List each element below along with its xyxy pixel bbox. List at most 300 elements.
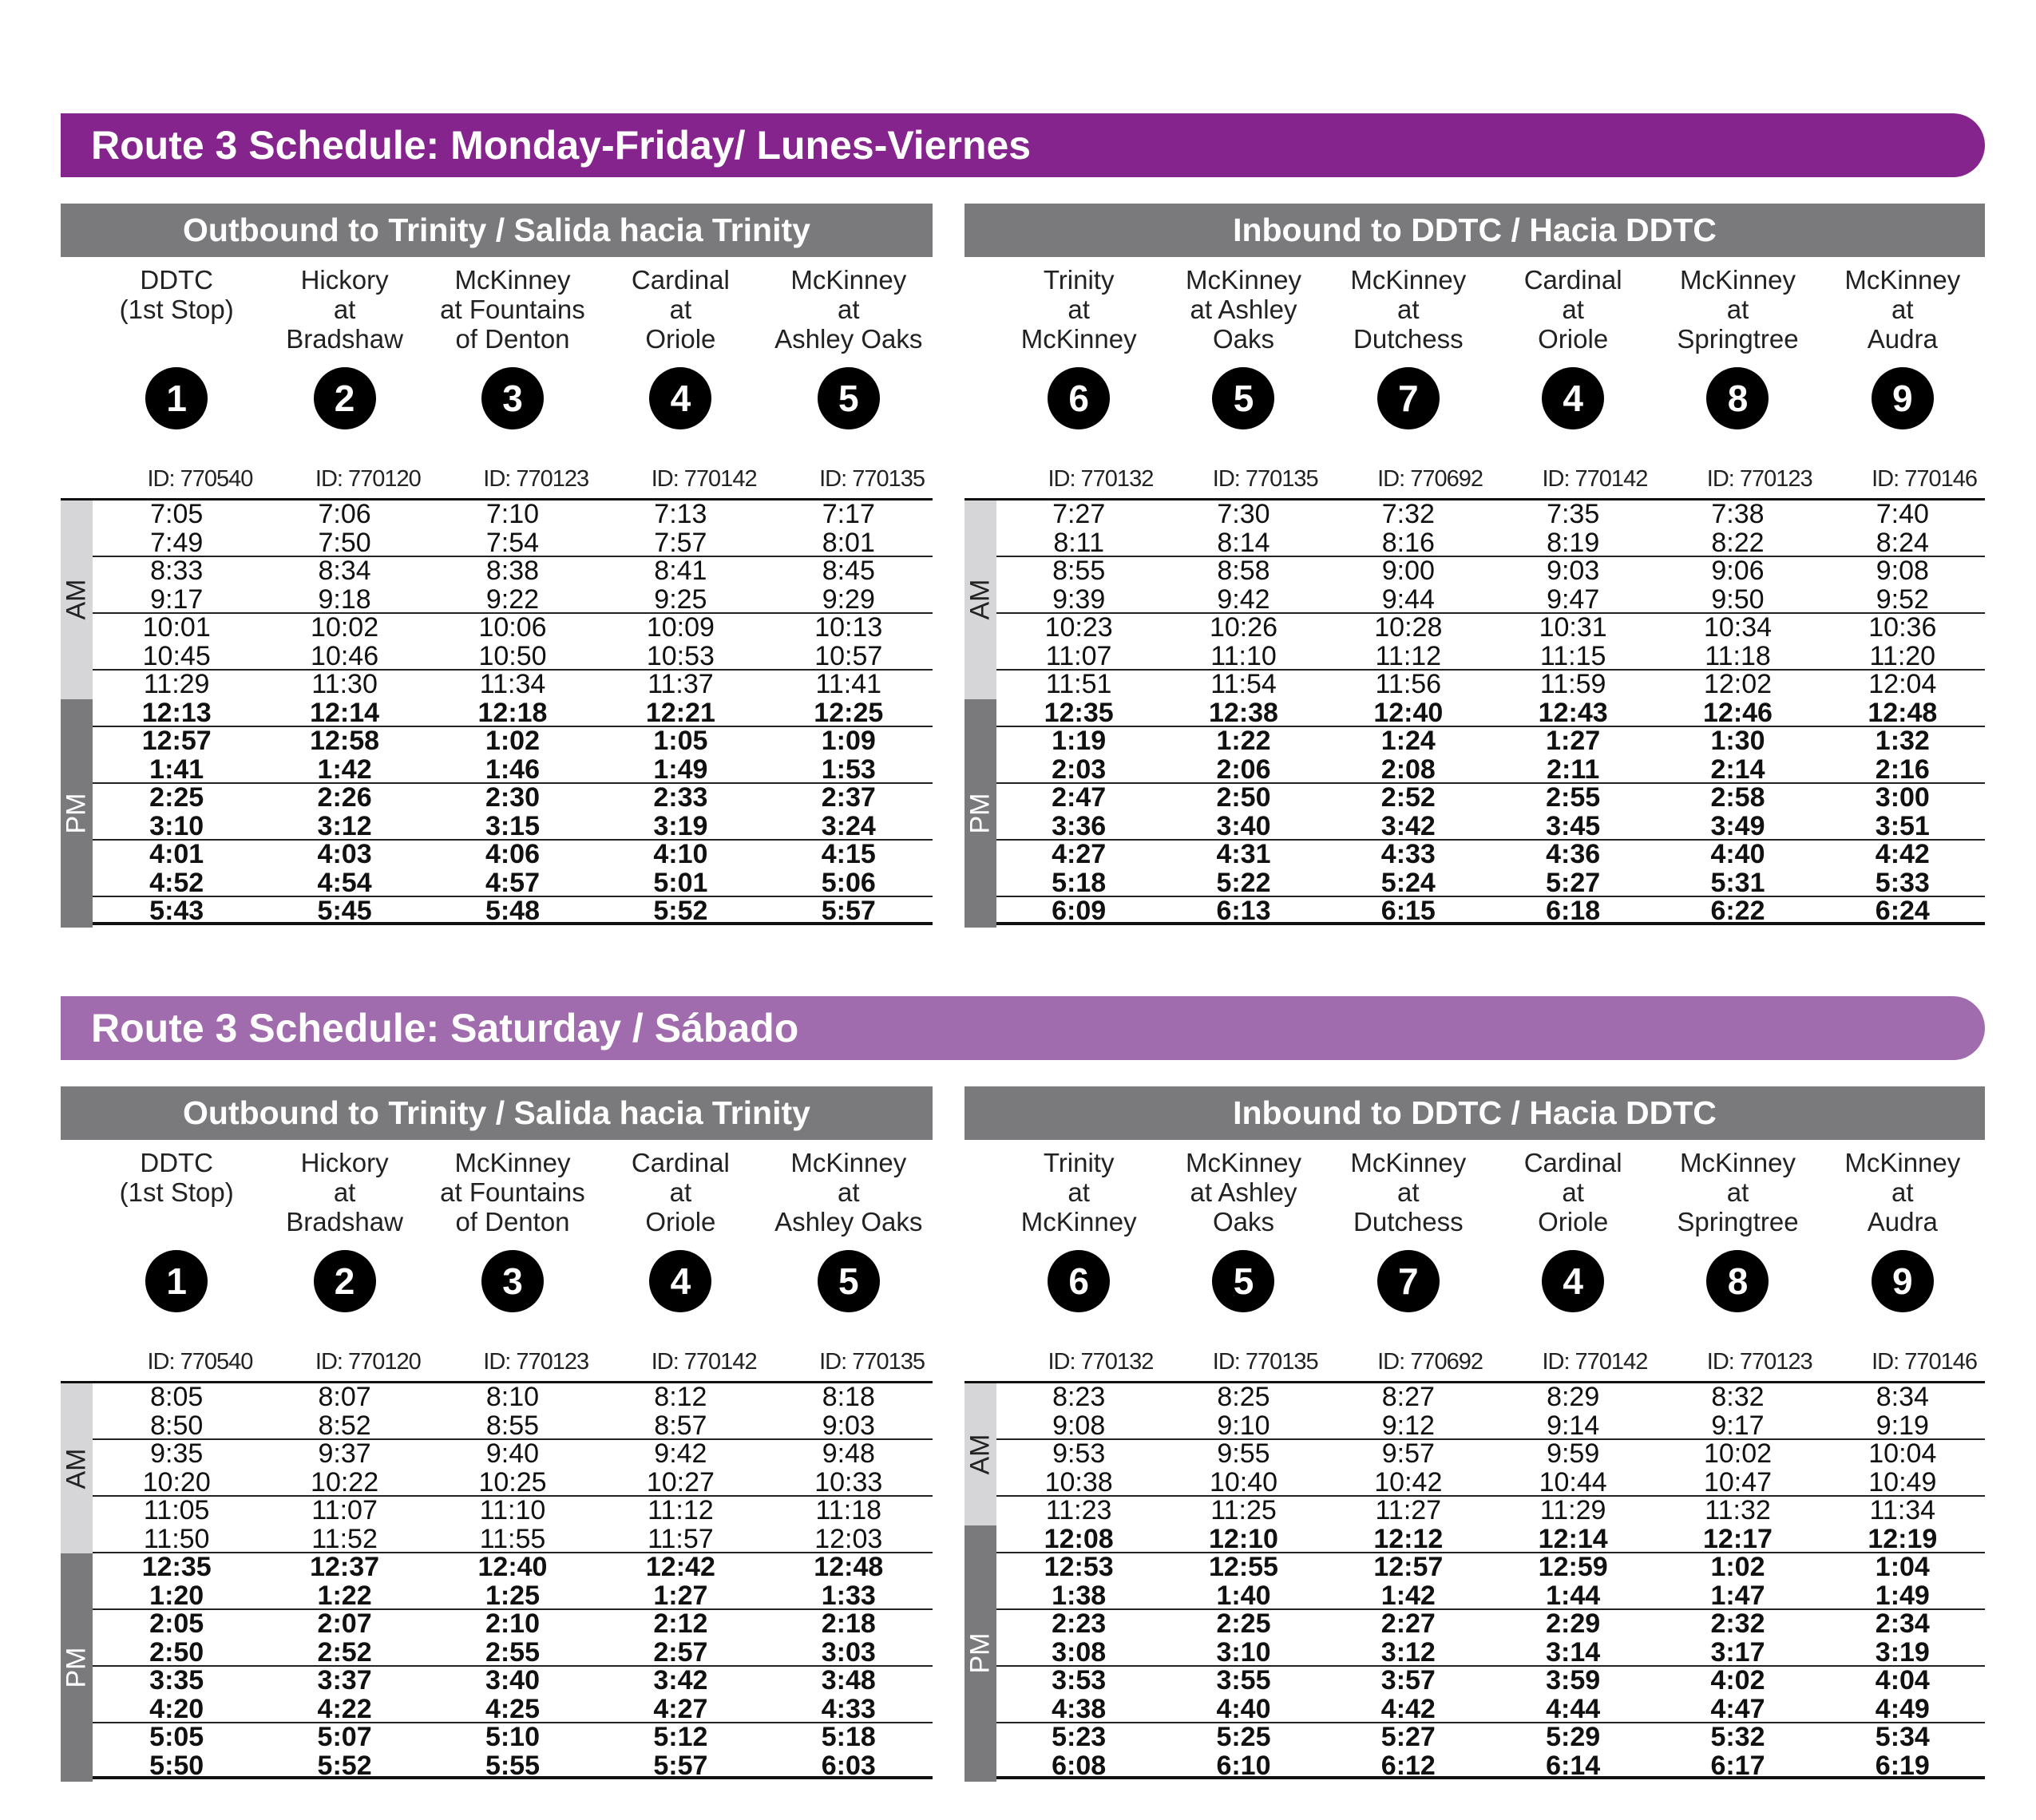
- departure-time: 4:15: [821, 839, 876, 869]
- departure-time: 11:27: [1375, 1495, 1442, 1525]
- inbound-header: Inbound to DDTC / Hacia DDTC: [965, 204, 1985, 257]
- schedule-row: [93, 1412, 933, 1441]
- stop-id: ID: 770142: [1542, 1349, 1648, 1375]
- departure-time: 9:29: [822, 584, 875, 615]
- departure-time: 4:44: [1546, 1693, 1601, 1724]
- departure-time: 9:18: [318, 584, 371, 615]
- departure-time: 11:10: [479, 1495, 546, 1525]
- stop-name: [93, 265, 260, 324]
- schedule-row: [996, 1440, 1985, 1469]
- departure-time: 3:19: [1875, 1636, 1930, 1668]
- stop-name-line: McKinney: [1844, 1148, 1961, 1177]
- departure-time: 10:04: [1868, 1438, 1937, 1469]
- departure-time: 8:58: [1217, 556, 1270, 586]
- am-label: AM: [965, 579, 996, 620]
- stop-header: [1820, 257, 1985, 498]
- departure-time: 8:55: [485, 1410, 540, 1441]
- departure-time: 4:57: [485, 867, 541, 898]
- departure-time: 12:48: [814, 1552, 884, 1582]
- departure-time: 9:53: [1052, 1438, 1106, 1469]
- schedule-row: [996, 1525, 1985, 1554]
- departure-time: 2:55: [1546, 782, 1601, 813]
- stop-id: ID: 770142: [1542, 466, 1648, 492]
- departure-time: 5:07: [317, 1722, 372, 1752]
- departure-time: 10:28: [1374, 612, 1443, 643]
- departure-time: 10:38: [1044, 1466, 1113, 1498]
- departure-time: 1:42: [317, 754, 372, 785]
- departure-time: 12:14: [310, 697, 380, 728]
- departure-time: 4:36: [1546, 839, 1601, 869]
- stop-name: [765, 265, 933, 354]
- departure-time: 3:10: [149, 810, 204, 841]
- stop-number-badge: 4: [649, 1250, 711, 1312]
- schedule-row: [996, 841, 1985, 869]
- stop-name-line: Ashley Oaks: [774, 1207, 923, 1236]
- departure-time: 6:18: [1546, 896, 1601, 926]
- departure-time: 10:34: [1703, 612, 1773, 643]
- stop-name-line: at: [1891, 295, 1914, 324]
- departure-time: 11:56: [1375, 669, 1442, 699]
- departure-time: 9:47: [1547, 584, 1600, 615]
- stop-name: [596, 1148, 764, 1236]
- departure-time: 11:18: [1705, 640, 1771, 671]
- departure-time: 3:12: [317, 810, 372, 841]
- stop-name-line: at Fountains: [440, 1177, 585, 1207]
- departure-time: 3:42: [1380, 810, 1436, 841]
- departure-time: 6:03: [821, 1750, 876, 1781]
- schedule-row: [93, 1636, 933, 1668]
- departure-time: 3:59: [1546, 1665, 1601, 1695]
- stop-header: [429, 257, 596, 498]
- schedule-row: [93, 1440, 933, 1469]
- departure-time: 3:00: [1875, 782, 1930, 813]
- departure-time: 12:58: [310, 726, 380, 756]
- departure-time: 10:02: [311, 612, 379, 643]
- saturday-outbound-table: [61, 1086, 933, 1779]
- schedule-row: [93, 756, 933, 785]
- departure-time: 2:34: [1875, 1608, 1930, 1639]
- departure-time: 4:33: [821, 1693, 876, 1724]
- departure-time: 5:18: [821, 1722, 876, 1752]
- schedule-row: [996, 1553, 1985, 1582]
- schedule-body: [965, 1381, 1985, 1779]
- stop-id: ID: 770123: [483, 1349, 589, 1375]
- departure-time: 6:14: [1546, 1750, 1601, 1781]
- departure-time: 2:52: [317, 1636, 372, 1668]
- departure-time: 8:11: [1053, 527, 1104, 558]
- stop-number-badge: 9: [1872, 1250, 1934, 1312]
- outbound-header: Outbound to Trinity / Salida hacia Trinity: [61, 204, 933, 257]
- stop-name-line: at: [1726, 1177, 1749, 1207]
- departure-time: 3:08: [1052, 1636, 1107, 1668]
- pm-label: PM: [965, 1632, 996, 1674]
- departure-time: 11:15: [1539, 640, 1606, 671]
- departure-time: 10:25: [478, 1466, 547, 1498]
- stop-name-line: McKinney: [1680, 265, 1796, 295]
- departure-time: 2:03: [1052, 754, 1107, 785]
- departure-time: 10:33: [814, 1466, 883, 1498]
- departure-time: 7:35: [1547, 499, 1600, 529]
- stop-name-line: at: [333, 1177, 356, 1207]
- stop-name-line: McKinney: [1020, 1207, 1137, 1236]
- departure-time: 3:49: [1710, 810, 1765, 841]
- departure-time: 4:27: [653, 1693, 708, 1724]
- departure-time: 4:40: [1710, 839, 1765, 869]
- departure-time: 2:33: [653, 782, 708, 813]
- stop-number-badge: 5: [1212, 367, 1274, 429]
- departure-time: 8:10: [485, 1382, 540, 1412]
- departure-time: 4:20: [149, 1693, 204, 1724]
- stop-name: [429, 1148, 596, 1236]
- departure-time: 1:42: [1380, 1580, 1436, 1611]
- departure-time: 4:04: [1875, 1665, 1930, 1695]
- departure-time: 12:08: [1044, 1523, 1114, 1554]
- departure-time: 2:25: [149, 782, 204, 813]
- schedule-row: [996, 1383, 1985, 1412]
- departure-time: 2:11: [1547, 754, 1600, 785]
- departure-time: 9:39: [1052, 584, 1106, 615]
- departure-time: 11:18: [815, 1495, 882, 1525]
- departure-time: 9:12: [1381, 1410, 1435, 1441]
- schedule-row: [93, 1667, 933, 1695]
- stop-name: [1491, 1148, 1655, 1236]
- stop-name-line: Audra: [1867, 1207, 1938, 1236]
- departure-time: 12:14: [1538, 1523, 1608, 1554]
- stop-name-line: at Ashley: [1190, 295, 1297, 324]
- stop-id: ID: 770142: [651, 466, 757, 492]
- stop-number-badge: 4: [1542, 367, 1604, 429]
- departure-time: 4:27: [1052, 839, 1107, 869]
- departure-time: 8:34: [1876, 1382, 1929, 1412]
- stop-name-line: McKinney: [454, 265, 571, 295]
- departure-time: 1:53: [821, 754, 876, 785]
- departure-time: 11:07: [1045, 640, 1112, 671]
- departure-time: 12:46: [1703, 697, 1773, 728]
- departure-time: 11:52: [311, 1523, 378, 1554]
- departure-time: 11:55: [479, 1523, 546, 1554]
- departure-time: 11:12: [648, 1495, 714, 1525]
- departure-time: 6:13: [1216, 896, 1271, 926]
- departure-time: 1:02: [485, 726, 541, 756]
- departure-time: 8:57: [654, 1410, 707, 1441]
- am-label: AM: [61, 1448, 92, 1489]
- departure-time: 9:14: [1547, 1410, 1600, 1441]
- departure-time: 11:32: [1705, 1495, 1771, 1525]
- departure-time: 12:55: [1209, 1552, 1278, 1582]
- stop-id: ID: 770123: [1706, 466, 1812, 492]
- departure-time: 2:58: [1710, 782, 1765, 813]
- departure-time: 6:22: [1710, 896, 1765, 926]
- stop-header: [260, 1140, 428, 1381]
- departure-time: 3:24: [821, 810, 876, 841]
- departure-time: 4:40: [1216, 1693, 1271, 1724]
- schedule-row: [93, 1383, 933, 1412]
- stop-header: [596, 1140, 764, 1381]
- stop-name: [1326, 265, 1491, 354]
- departure-time: 5:52: [653, 896, 708, 926]
- departure-time: 2:55: [485, 1636, 541, 1668]
- departure-time: 2:30: [485, 782, 541, 813]
- departure-time: 3:03: [821, 1636, 876, 1668]
- departure-time: 3:55: [1216, 1665, 1271, 1695]
- departure-time: 9:42: [1217, 584, 1270, 615]
- stop-number-badge: 2: [314, 367, 376, 429]
- departure-time: 8:55: [1052, 556, 1106, 586]
- schedule-row: [996, 727, 1985, 756]
- departure-time: 8:07: [318, 1382, 371, 1412]
- stop-name: [1820, 265, 1985, 354]
- departure-time: 8:22: [1711, 527, 1765, 558]
- schedule-row: [93, 784, 933, 813]
- departure-time: 10:31: [1539, 612, 1607, 643]
- departure-time: 8:52: [318, 1410, 371, 1441]
- departure-time: 1:47: [1710, 1580, 1765, 1611]
- stop-name-line: (1st Stop): [119, 1177, 234, 1207]
- departure-time: 3:17: [1710, 1636, 1765, 1668]
- departure-time: 1:22: [317, 1580, 372, 1611]
- departure-time: 2:26: [317, 782, 372, 813]
- departure-time: 9:06: [1711, 556, 1765, 586]
- departure-time: 12:02: [1703, 669, 1773, 699]
- stop-header: [1820, 1140, 1985, 1381]
- stop-name-line: Bradshaw: [286, 324, 403, 354]
- departure-time: 5:22: [1216, 867, 1271, 898]
- departure-time: 11:51: [1045, 669, 1112, 699]
- stop-number-badge: 2: [314, 1250, 376, 1312]
- departure-time: 9:42: [654, 1438, 707, 1469]
- schedule-row: [996, 1412, 1985, 1441]
- departure-time: 5:45: [317, 896, 372, 926]
- schedule-row: [996, 1752, 1985, 1781]
- departure-time: 3:14: [1546, 1636, 1601, 1668]
- departure-time: 7:49: [150, 527, 204, 558]
- stop-header: [429, 1140, 596, 1381]
- departure-time: 10:27: [646, 1466, 715, 1498]
- stop-name-line: McKinney: [1350, 265, 1467, 295]
- departure-time: 9:08: [1052, 1410, 1106, 1441]
- departure-time: 2:57: [653, 1636, 708, 1668]
- departure-time: 4:06: [485, 839, 541, 869]
- departure-time: 4:38: [1052, 1693, 1107, 1724]
- departure-time: 12:13: [141, 697, 212, 728]
- stop-id: ID: 770135: [819, 1349, 925, 1375]
- stop-id: ID: 770146: [1872, 1349, 1977, 1375]
- schedule-row: [93, 1752, 933, 1781]
- departure-time: 7:17: [822, 499, 875, 529]
- departure-time: 9:59: [1547, 1438, 1600, 1469]
- stop-name: [1161, 265, 1325, 354]
- departure-time: 7:30: [1217, 499, 1270, 529]
- stop-name-line: Bradshaw: [286, 1207, 403, 1236]
- departure-time: 2:18: [821, 1608, 876, 1639]
- departure-time: 9:55: [1217, 1438, 1270, 1469]
- departure-time: 4:54: [317, 867, 372, 898]
- departure-time: 9:08: [1876, 556, 1929, 586]
- stop-name-line: at: [838, 295, 860, 324]
- departure-time: 9:22: [485, 584, 540, 615]
- departure-time: 3:15: [485, 810, 541, 841]
- stop-headers: [61, 1140, 933, 1381]
- schedule-row: [996, 529, 1985, 558]
- departure-time: 10:09: [646, 612, 715, 643]
- stop-number-badge: 5: [818, 1250, 880, 1312]
- stop-name: [1161, 1148, 1325, 1236]
- departure-time: 2:06: [1216, 754, 1271, 785]
- stop-name: [260, 265, 428, 354]
- stop-id: ID: 770135: [1212, 1349, 1318, 1375]
- departure-time: 12:35: [1044, 697, 1114, 728]
- departure-time: 2:27: [1380, 1608, 1436, 1639]
- departure-time: 6:17: [1710, 1750, 1765, 1781]
- schedule-row: [996, 1610, 1985, 1639]
- departure-time: 12:18: [477, 697, 548, 728]
- departure-time: 1:05: [653, 726, 708, 756]
- stop-id: ID: 770123: [483, 466, 589, 492]
- stop-name-line: at: [838, 1177, 860, 1207]
- schedule-body: [965, 498, 1985, 925]
- departure-time: 5:57: [821, 896, 876, 926]
- departure-time: 4:42: [1380, 1693, 1436, 1724]
- departure-time: 10:45: [142, 640, 211, 671]
- stop-name: [429, 265, 596, 354]
- departure-time: 12:37: [310, 1552, 380, 1582]
- departure-time: 4:22: [317, 1693, 372, 1724]
- stop-id: ID: 770540: [147, 466, 253, 492]
- departure-time: 4:31: [1216, 839, 1271, 869]
- departure-time: 8:23: [1052, 1382, 1106, 1412]
- departure-time: 10:01: [142, 612, 211, 643]
- stop-number-badge: 9: [1872, 367, 1934, 429]
- stop-header: [1326, 1140, 1491, 1381]
- stop-id: ID: 770120: [315, 1349, 421, 1375]
- stop-id: ID: 770692: [1377, 466, 1483, 492]
- departure-time: 11:30: [311, 669, 378, 699]
- stop-headers: [61, 257, 933, 498]
- am-label: AM: [61, 579, 92, 620]
- departure-time: 6:12: [1380, 1750, 1436, 1781]
- saturday-section: [0, 880, 2036, 1820]
- stop-name-line: Dutchess: [1353, 324, 1464, 354]
- stop-name-line: McKinney: [1020, 324, 1137, 354]
- departure-time: 7:06: [318, 499, 371, 529]
- departure-time: 5:23: [1052, 1722, 1107, 1752]
- departure-time: 2:32: [1710, 1608, 1765, 1639]
- stop-name-line: Oriole: [1538, 324, 1609, 354]
- departure-time: 2:10: [485, 1608, 541, 1639]
- departure-time: 5:27: [1546, 867, 1601, 898]
- stop-number-badge: 3: [481, 367, 544, 429]
- stop-number-badge: 5: [818, 367, 880, 429]
- schedule-row: [996, 1582, 1985, 1611]
- stop-id: ID: 770132: [1048, 466, 1154, 492]
- departure-time: 11:50: [143, 1523, 210, 1554]
- schedule-row: [996, 614, 1985, 643]
- departure-time: 1:49: [1875, 1580, 1930, 1611]
- departure-time: 12:38: [1209, 697, 1278, 728]
- stop-name-line: DDTC: [140, 265, 214, 295]
- departure-time: 2:50: [149, 1636, 204, 1668]
- departure-time: 2:12: [653, 1608, 708, 1639]
- departure-time: 3:53: [1052, 1665, 1107, 1695]
- schedule-row: [93, 1525, 933, 1554]
- departure-time: 12:57: [141, 726, 212, 756]
- departure-time: 10:47: [1703, 1466, 1773, 1498]
- stop-name-line: Oriole: [645, 1207, 716, 1236]
- departure-time: 12:03: [814, 1523, 883, 1554]
- departure-time: 8:45: [822, 556, 875, 586]
- stop-name-line: at Fountains: [440, 295, 585, 324]
- departure-time: 12:59: [1538, 1552, 1608, 1582]
- stop-name-line: Trinity: [1043, 265, 1115, 295]
- departure-time: 2:14: [1710, 754, 1765, 785]
- saturday-banner: Route 3 Schedule: Saturday / Sábado: [61, 996, 1985, 1060]
- departure-time: 4:02: [1710, 1665, 1765, 1695]
- departure-time: 7:40: [1876, 499, 1929, 529]
- stop-header: [1655, 257, 1820, 498]
- departure-time: 9:50: [1711, 584, 1765, 615]
- schedule-row: [996, 699, 1985, 728]
- departure-time: 8:33: [150, 556, 204, 586]
- departure-time: 11:12: [1375, 640, 1442, 671]
- departure-time: 5:34: [1875, 1722, 1930, 1752]
- am-sidebar: [61, 1383, 93, 1553]
- departure-time: 4:03: [317, 839, 372, 869]
- departure-time: 11:20: [1869, 640, 1936, 671]
- stop-number-badge: 4: [649, 367, 711, 429]
- departure-time: 3:36: [1052, 810, 1107, 841]
- departure-time: 5:52: [317, 1750, 372, 1781]
- departure-time: 11:07: [311, 1495, 378, 1525]
- schedule-row: [93, 1466, 933, 1498]
- departure-time: 11:59: [1539, 669, 1606, 699]
- departure-time: 12:19: [1868, 1523, 1938, 1554]
- departure-time: 8:32: [1711, 1382, 1765, 1412]
- schedule-row: [93, 529, 933, 558]
- pm-label: PM: [61, 1647, 92, 1688]
- schedule-row: [93, 586, 933, 615]
- departure-time: 1:20: [149, 1580, 204, 1611]
- departure-time: 9:03: [1547, 556, 1600, 586]
- departure-time: 10:22: [311, 1466, 379, 1498]
- weekday-inbound-table: [965, 204, 1985, 925]
- departure-time: 2:52: [1380, 782, 1436, 813]
- schedule-row: [93, 1695, 933, 1724]
- schedule-body: [61, 1381, 933, 1779]
- departure-time: 3:45: [1546, 810, 1601, 841]
- departure-time: 11:23: [1045, 1495, 1112, 1525]
- stop-name: [596, 265, 764, 354]
- stop-name: [996, 1148, 1161, 1236]
- stop-name: [1326, 1148, 1491, 1236]
- departure-time: 10:46: [311, 640, 379, 671]
- stop-id: ID: 770692: [1377, 1349, 1483, 1375]
- departure-time: 7:13: [654, 499, 707, 529]
- stop-name-line: Trinity: [1043, 1148, 1115, 1177]
- departure-time: 2:47: [1052, 782, 1107, 813]
- departure-time: 7:27: [1052, 499, 1106, 529]
- stop-number-badge: 7: [1377, 367, 1440, 429]
- stop-id: ID: 770123: [1706, 1349, 1812, 1375]
- stop-name-line: Audra: [1867, 324, 1938, 354]
- stop-header: [93, 257, 260, 498]
- stop-header: [1491, 257, 1655, 498]
- stop-name-line: at: [1891, 1177, 1914, 1207]
- departure-time: 4:25: [485, 1693, 541, 1724]
- stop-headers: [965, 1140, 1985, 1381]
- stop-name-line: Oriole: [645, 324, 716, 354]
- schedule-row: [93, 557, 933, 586]
- departure-time: 12:53: [1044, 1552, 1114, 1582]
